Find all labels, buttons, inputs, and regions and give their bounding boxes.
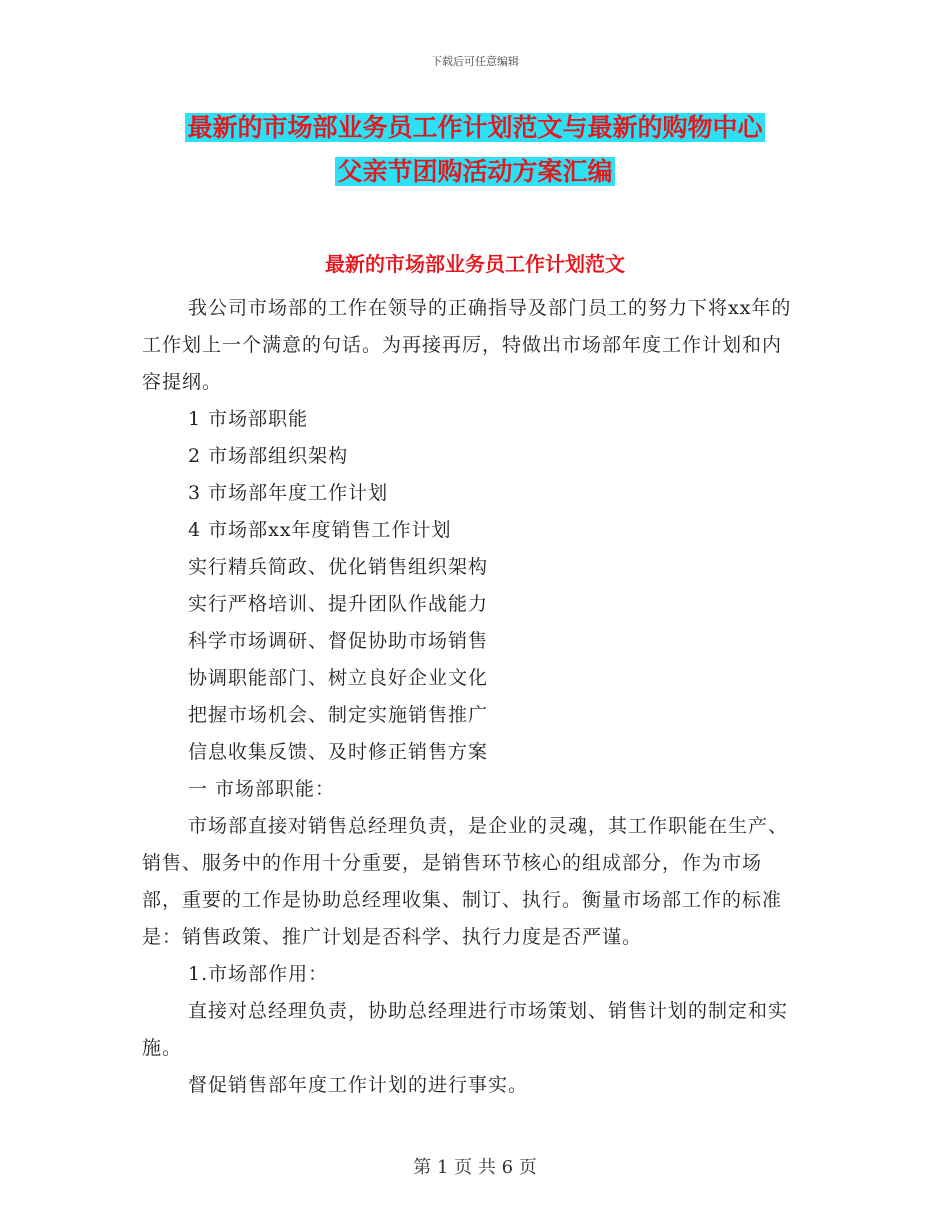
list-item: 科学市场调研、督促协助市场销售 xyxy=(188,630,489,652)
list-item: 把握市场机会、制定实施销售推广 xyxy=(188,704,489,726)
list-item: 实行严格培训、提升团队作战能力 xyxy=(188,593,489,615)
heading: 一 市场部职能： xyxy=(188,778,336,800)
section-title: 最新的市场部业务员工作计划范文 xyxy=(325,252,625,276)
document-title-line-2 xyxy=(0,154,950,190)
paragraph: 直接对总经理负责，协助总经理进行市场策划、销售计划的制定和实施。 xyxy=(142,1000,789,1059)
list-item: 4 市场部xx年度销售工作计划 xyxy=(188,519,452,541)
title-highlight: 父亲节团购活动方案汇编 xyxy=(337,157,613,186)
heading: 1.市场部作用： xyxy=(188,963,329,985)
list-item: 协调职能部门、树立良好企业文化 xyxy=(188,667,489,689)
list-item: 实行精兵简政、优化销售组织架构 xyxy=(188,556,489,578)
paragraph: 我公司市场部的工作在领导的正确指导及部门员工的努力下将xx年的工作划上一个满意的句话。为再接再厉，特做出市场部年度工作计划和内容提纲。 xyxy=(142,297,792,393)
document-title-line-1 xyxy=(0,110,950,146)
header-note: 下载后可任意编辑 xyxy=(431,55,519,68)
list-item: 3 市场部年度工作计划 xyxy=(188,482,389,504)
page-footer: 第 1 页 共 6 页 xyxy=(413,1157,537,1178)
paragraph: 督促销售部年度工作计划的进行事实。 xyxy=(188,1074,529,1096)
list-item: 信息收集反馈、及时修正销售方案 xyxy=(188,741,489,763)
list-item: 2 市场部组织架构 xyxy=(188,445,349,467)
paragraph: 市场部直接对销售总经理负责，是企业的灵魂，其工作职能在生产、销售、服务中的作用十分重要，是销售环节核心的组成部分，作为市场部，重要的工作是协助总经理收集、制订、执行。衡量市场部工作的标准是：销售政策、推广计划是否科学、执行力度是否严谨。 xyxy=(142,815,789,948)
list-item: 1 市场部职能 xyxy=(188,408,309,430)
document-body xyxy=(142,290,798,1104)
title-highlight: 最新的市场部业务员工作计划范文与最新的购物中心 xyxy=(187,113,763,142)
